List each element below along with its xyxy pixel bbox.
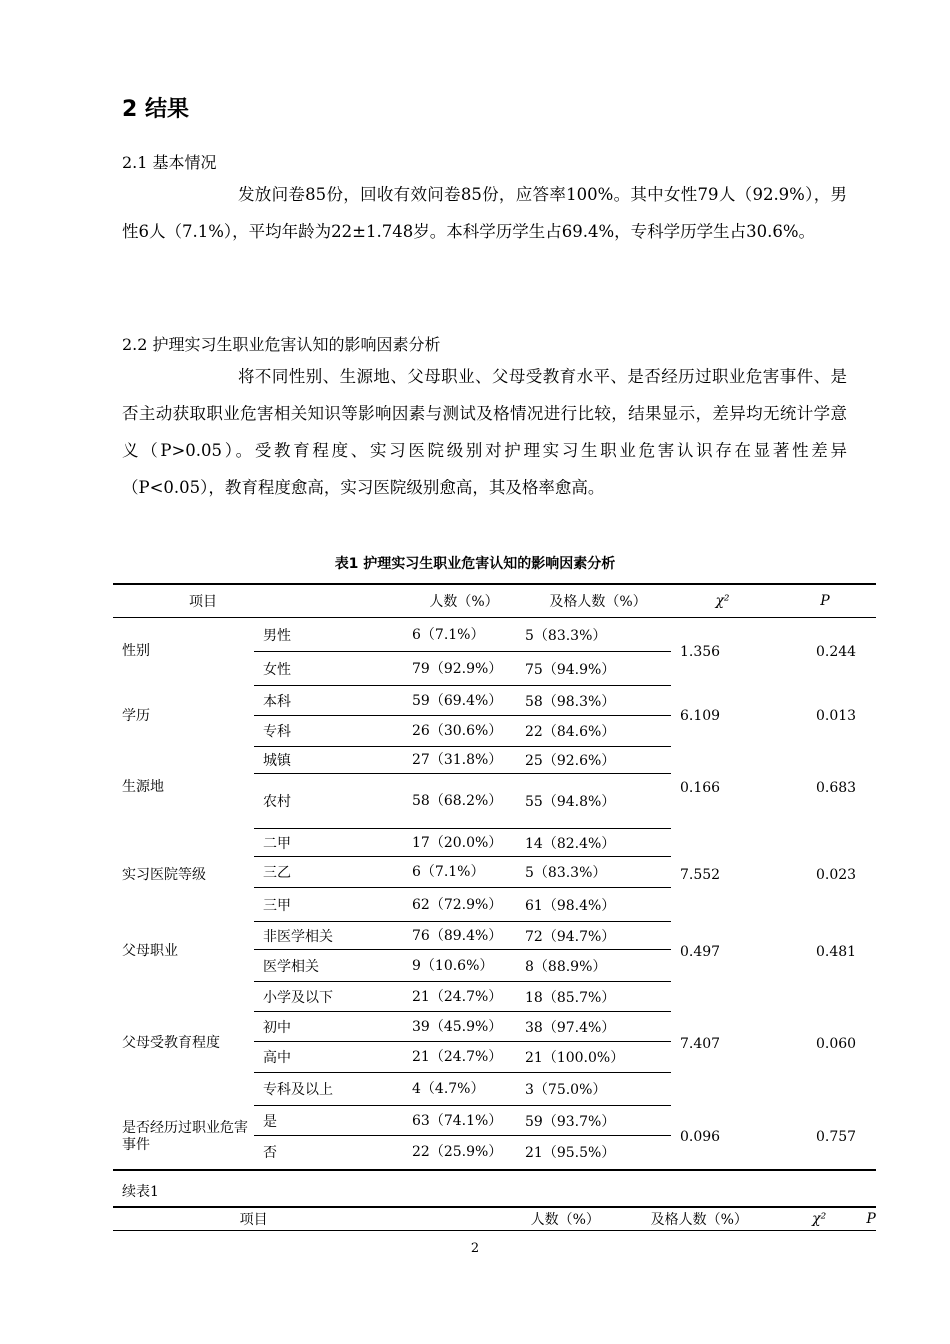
count-cell: 27（31.8%） — [403, 747, 516, 774]
header-count: 人数（%） — [403, 584, 516, 618]
table-row — [113, 618, 876, 652]
table-row — [113, 829, 876, 857]
group-name: 性别 — [122, 643, 150, 660]
sub-item: 是 — [254, 1106, 403, 1136]
group-name: 是否经历过职业危害事件 — [122, 1120, 248, 1153]
count-cell: 63（74.1%） — [403, 1106, 516, 1136]
p-value-cell: 0.013 — [816, 708, 857, 724]
count-cell: 9（10.6%） — [403, 950, 516, 982]
group-name: 生源地 — [122, 779, 164, 795]
sub-item: 非医学相关 — [254, 922, 403, 950]
passed-cell: 55（94.8%） — [516, 774, 671, 829]
p-value-cell: 0.481 — [816, 943, 857, 960]
passed-cell: 22（84.6%） — [516, 716, 671, 747]
passed-cell: 5（83.3%） — [516, 857, 671, 888]
header-passed: 及格人数（%） — [516, 584, 671, 618]
passed-cell: 72（94.7%） — [516, 922, 671, 950]
count-cell: 6（7.1%） — [403, 857, 516, 888]
table-row — [113, 686, 876, 716]
table-caption: 表1 护理实习生职业危害认知的影响因素分析 — [334, 556, 616, 572]
sub-item: 农村 — [254, 774, 403, 829]
count-cell: 58（68.2%） — [403, 774, 516, 829]
paragraph-2-2: 将不同性别、生源地、父母职业、父母受教育水平、是否经历过职业危害事件、是否主动获取职业危害相关知识等影响因素与测试及格情况进行比较，结果显示，差异均无统计学意义（P>0.05）。受教育程度、实习医院级别对护理实习生职业危害认识存在显著性差异（P<0.05），教育程度愈高，实习医院级别愈高，其及格率愈高。 — [122, 367, 847, 497]
p-value-cell: 0.757 — [816, 1129, 857, 1145]
chi-square-cell: 0.497 — [680, 943, 721, 960]
table-row — [113, 747, 876, 774]
subsection-title-2-1: 2.1 基本情况 — [122, 153, 217, 172]
group-name: 实习医院等级 — [122, 866, 206, 883]
passed-cell: 38（97.4%） — [516, 1012, 671, 1042]
sub-item: 专科及以上 — [254, 1073, 403, 1106]
passed-cell: 3（75.0%） — [516, 1073, 671, 1106]
chi-square-cell: 7.552 — [680, 867, 721, 883]
passed-cell: 21（95.5%） — [516, 1136, 671, 1170]
passed-cell: 58（98.3%） — [516, 686, 671, 716]
continued-label: 续表1 — [122, 1184, 159, 1200]
sub-item: 小学及以下 — [254, 982, 403, 1012]
header-p: P — [866, 1211, 876, 1227]
table-row — [113, 1106, 876, 1136]
sub-item: 男性 — [254, 618, 403, 652]
chi-square-cell: 6.109 — [680, 708, 721, 724]
sub-item: 初中 — [254, 1012, 403, 1042]
header-item: 项目 — [239, 1212, 268, 1228]
passed-cell: 25（92.6%） — [516, 747, 671, 774]
sub-item: 三甲 — [254, 888, 403, 922]
p-value-cell: 0.244 — [816, 643, 857, 660]
sub-item: 否 — [254, 1136, 403, 1170]
header-chi: χ² — [812, 1211, 827, 1227]
sub-item: 女性 — [254, 652, 403, 686]
p-value-cell: 0.683 — [816, 779, 857, 796]
count-cell: 4（4.7%） — [403, 1073, 516, 1106]
passed-cell: 61（98.4%） — [516, 888, 671, 922]
count-cell: 76（89.4%） — [403, 922, 516, 950]
chi-square-cell: 1.356 — [680, 643, 721, 660]
count-cell: 79（92.9%） — [403, 652, 516, 686]
sub-item: 城镇 — [254, 747, 403, 774]
header-item: 项目 — [113, 584, 403, 618]
chi-square-cell: 0.166 — [680, 779, 721, 796]
section-heading: 2 结果 — [122, 97, 189, 122]
count-cell: 21（24.7%） — [403, 982, 516, 1012]
paragraph-2-1: 发放问卷85份，回收有效问卷85份，应答率100%。其中女性79人（92.9%），男性6人（7.1%），平均年龄为22±1.748岁。本科学历学生占69.4%，专科学历学生占30.6%。 — [122, 185, 847, 241]
p-value-cell: 0.060 — [816, 1035, 857, 1052]
passed-cell: 59（93.7%） — [516, 1106, 671, 1136]
count-cell: 22（25.9%） — [403, 1136, 516, 1170]
header-passed: 及格人数（%） — [650, 1212, 748, 1228]
subsection-title-2-2: 2.2 护理实习生职业危害认知的影响因素分析 — [122, 335, 441, 354]
group-name: 父母职业 — [122, 943, 178, 959]
sub-item: 三乙 — [254, 857, 403, 888]
page-number: 2 — [470, 1241, 480, 1256]
passed-cell: 14（82.4%） — [516, 829, 671, 857]
p-value-cell: 0.023 — [816, 867, 857, 883]
group-name: 学历 — [122, 707, 150, 724]
count-cell: 39（45.9%） — [403, 1012, 516, 1042]
sub-item: 二甲 — [254, 829, 403, 857]
passed-cell: 21（100.0%） — [516, 1042, 671, 1073]
count-cell: 6（7.1%） — [403, 618, 516, 652]
passed-cell: 5（83.3%） — [516, 618, 671, 652]
chi-square-cell: 7.407 — [680, 1035, 721, 1052]
sub-item: 高中 — [254, 1042, 403, 1073]
count-cell: 59（69.4%） — [403, 686, 516, 716]
count-cell: 26（30.6%） — [403, 716, 516, 747]
table-header-row — [113, 584, 876, 618]
count-cell: 17（20.0%） — [403, 829, 516, 857]
sub-item: 本科 — [254, 686, 403, 716]
header-p: P — [774, 584, 876, 618]
header-chi: χ² — [671, 584, 774, 618]
results-table — [113, 583, 876, 1171]
group-name: 父母受教育程度 — [122, 1035, 220, 1051]
sub-item: 医学相关 — [254, 950, 403, 982]
passed-cell: 18（85.7%） — [516, 982, 671, 1012]
passed-cell: 8（88.9%） — [516, 950, 671, 982]
continued-table-header — [113, 1206, 876, 1231]
count-cell: 21（24.7%） — [403, 1042, 516, 1073]
sub-item: 专科 — [254, 716, 403, 747]
table-row — [113, 922, 876, 950]
passed-cell: 75（94.9%） — [516, 652, 671, 686]
count-cell: 62（72.9%） — [403, 888, 516, 922]
table-row — [113, 982, 876, 1012]
chi-square-cell: 0.096 — [680, 1129, 721, 1145]
header-count: 人数（%） — [530, 1212, 600, 1228]
